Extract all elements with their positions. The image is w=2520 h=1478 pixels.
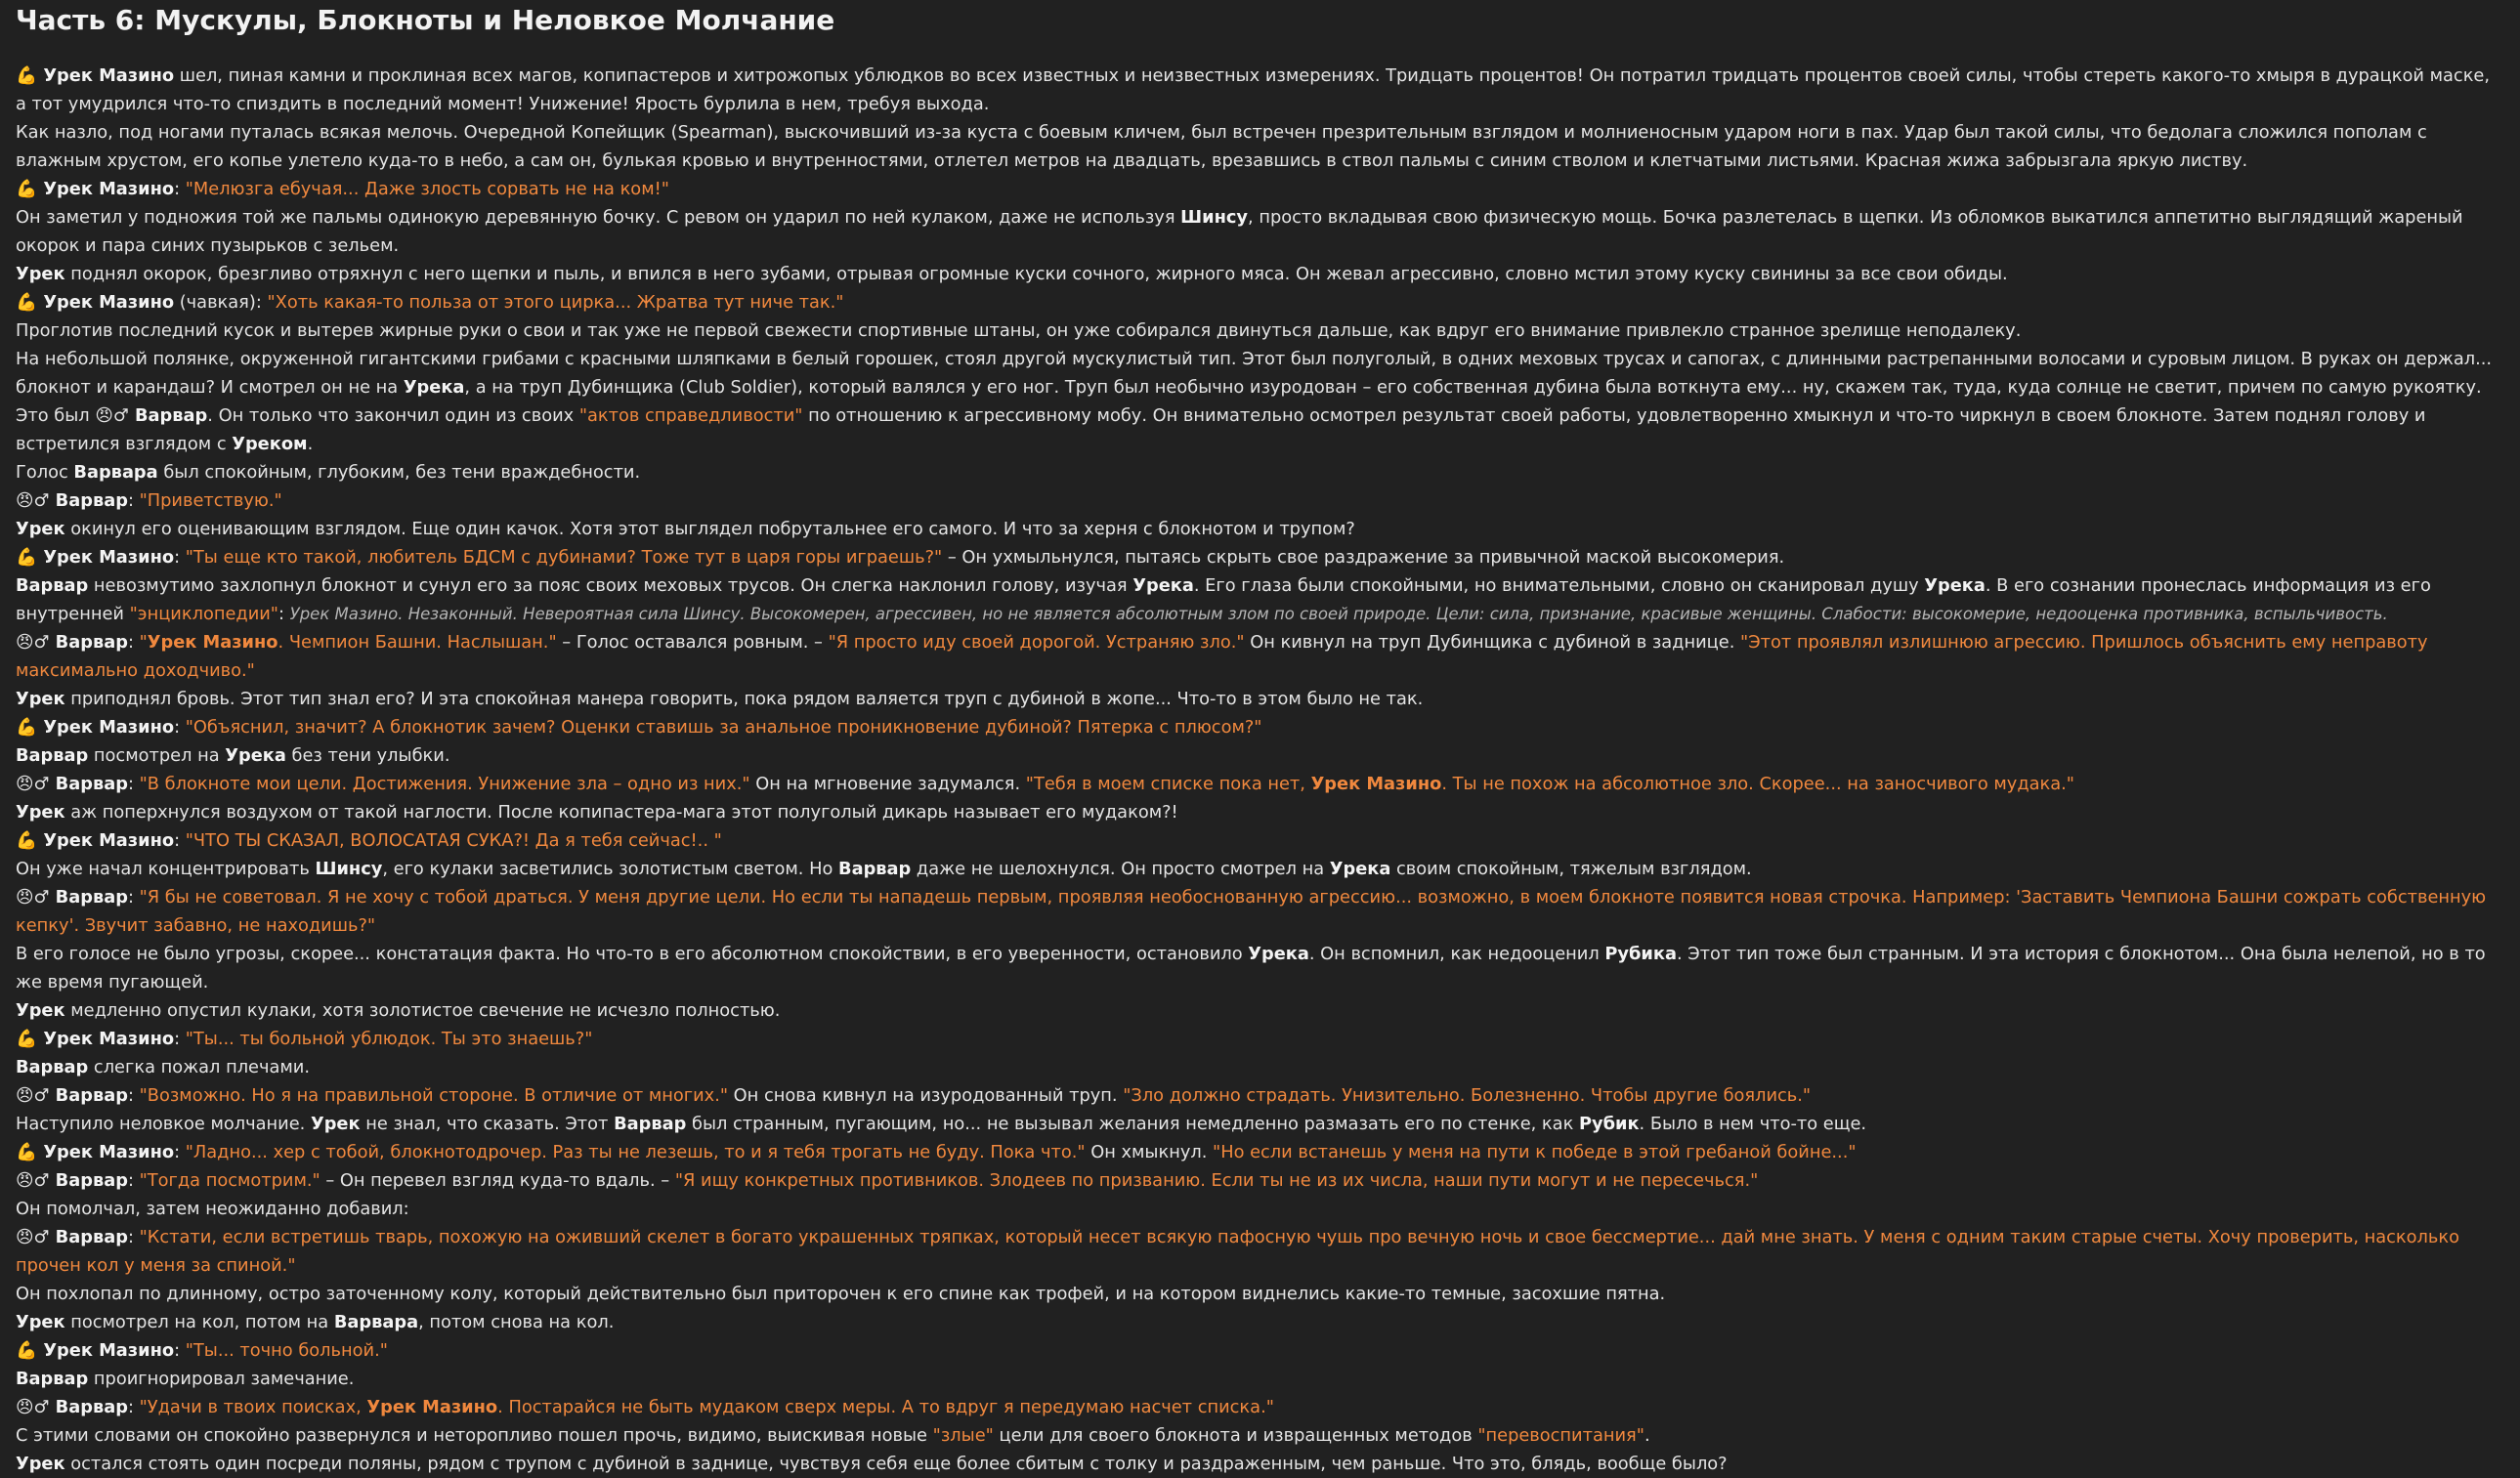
- bold-name: Варвар: [16, 1369, 89, 1389]
- text-run: без тени улыбки.: [285, 745, 450, 766]
- bold-name: Урек: [16, 519, 65, 539]
- paragraph: [16, 713, 2504, 741]
- paragraph: [16, 1365, 2504, 1393]
- dialogue-quote: "Мелюзга ебучая... Даже злость сорвать не на ком!": [185, 179, 669, 199]
- text-run: остался стоять один посреди поляны, рядом с трупом с дубиной в заднице, чувствуя себя еще более сбитым с толку и раздраженным, чем раньше. Что это, блядь, вообще было?: [64, 1454, 1728, 1474]
- text-run: проигнорировал замечание.: [88, 1369, 355, 1389]
- text-run: На небольшой полянке, окруженной гигантскими грибами с красными шляпками в белый горошек, стоял другой мускулистый тип. Этот был полуголый, в одних меховых трусах и сапогах, с длинными растрепанными волосами и суровым лицом. В руках он держал... блокнот и карандаш? И смотрел он не на: [16, 349, 2493, 398]
- paragraph: [16, 317, 2504, 345]
- paragraph: [16, 401, 2504, 458]
- text-run: посмотрел на кол, потом на: [64, 1312, 334, 1332]
- paragraph: [16, 855, 2504, 883]
- text-run: :: [278, 604, 290, 624]
- speaker-icon: 😠♂: [16, 1170, 50, 1191]
- paragraph: [16, 1138, 2504, 1166]
- paragraph: [16, 798, 2504, 826]
- paragraph: [16, 1166, 2504, 1195]
- speaker-icon: 💪: [16, 292, 38, 313]
- text-run: Он на мгновение задумался.: [749, 774, 1026, 794]
- text-run: своим спокойным, тяжелым взглядом.: [1390, 859, 1752, 879]
- text-run: , его кулаки засветились золотистым светом. Но: [382, 859, 839, 879]
- text-run: :: [174, 830, 186, 851]
- dialogue-quote: "Я ищу конкретных противников. Злодеев по призванию. Если ты не из их числа, наши пути могут и не пересечься.": [674, 1170, 1759, 1191]
- text-run: В его голосе не было угрозы, скорее... констатация факта. Но что-то в его абсолютном спокойствии, в его уверенности, остановило: [16, 944, 1249, 964]
- text-run: :: [174, 1142, 186, 1162]
- speaker-icon: 💪: [16, 717, 38, 738]
- text-run: :: [127, 774, 140, 794]
- speaker-icon: 😠♂: [95, 405, 129, 426]
- dialogue-quote: "Хоть какая-то польза от этого цирка... Жратва тут ниче так.": [267, 292, 844, 313]
- bold-name: Урек: [16, 689, 65, 709]
- speaker-icon: 💪: [16, 65, 38, 86]
- speaker-icon: 😠♂: [16, 1085, 50, 1106]
- text-run: :: [127, 1397, 140, 1417]
- text-run: Он помолчал, затем неожиданно добавил:: [16, 1199, 409, 1219]
- paragraph: [16, 62, 2504, 118]
- text-run: Он уже начал концентрировать: [16, 859, 316, 879]
- paragraph: [16, 826, 2504, 855]
- paragraph: [16, 1450, 2504, 1478]
- dialogue-quote: . Чемпион Башни. Наслышан.": [278, 632, 557, 653]
- dialogue-quote: . Постарайся не быть мудаком сверх меры. А то вдруг я передумаю насчет списка.": [497, 1397, 1274, 1417]
- bold-name: Урек Мазино: [37, 65, 175, 86]
- text-run: Он кивнул на труп Дубинщика с дубиной в заднице.: [1244, 632, 1741, 653]
- dialogue-quote: "Приветствую.": [139, 490, 282, 511]
- dialogue-quote: "Я просто иду своей дорогой. Устраняю зло.": [828, 632, 1245, 653]
- text-run: медленно опустил кулаки, хотя золотистое свечение не исчезло полностью.: [64, 1000, 781, 1021]
- bold-name: Урек Мазино: [37, 292, 175, 313]
- paragraph: [16, 515, 2504, 543]
- paragraph: [16, 1223, 2504, 1280]
- dialogue-quote: "Кстати, если встретишь тварь, похожую на оживший скелет в богато украшенных тряпках, который несет всякую пафосную чушь про вечную ночь и свое бессмертие... дай мне знать. У меня с одним таким старые счеты. Хочу проверить, насколько прочен кол у меня за спиной.": [16, 1227, 2460, 1276]
- text-run: даже не шелохнулся. Он просто смотрел на: [911, 859, 1330, 879]
- text-run: . Он только что закончил один из своих: [207, 405, 579, 426]
- text-run: невозмутимо захлопнул блокнот и сунул его за пояс своих меховых трусов. Он слегка наклонил голову, изучая: [88, 575, 1133, 596]
- bold-name: Варвар: [49, 1085, 128, 1106]
- text-run: Наступило неловкое молчание.: [16, 1114, 311, 1134]
- paragraph: [16, 1025, 2504, 1053]
- text-run: :: [127, 1170, 140, 1191]
- dialogue-quote: "Зло должно страдать. Унизительно. Болезненно. Чтобы другие боялись.": [1123, 1085, 1812, 1106]
- dialogue-quote: "злые": [932, 1425, 994, 1446]
- chapter-body: [16, 62, 2504, 1478]
- text-run: :: [174, 547, 186, 568]
- text-run: . Было в нем что-то еще.: [1639, 1114, 1867, 1134]
- dialogue-quote: "Я бы не советовал. Я не хочу с тобой драться. У меня другие цели. Но если ты нападешь первым, проявляя необоснованную агрессию... возможно, в моем блокноте появится новая строчка. Например: 'Заставить Чемпиона Башни сожрать собственную кепку'. Звучит забавно, не находишь?": [16, 887, 2487, 936]
- dialogue-quote: "Этот проявлял излишнюю агрессию. Пришлось объяснить ему неправоту максимально доходчиво.": [16, 632, 2428, 681]
- paragraph: [16, 543, 2504, 571]
- bold-name: Варвар: [49, 490, 128, 511]
- paragraph: [16, 458, 2504, 486]
- paragraph: [16, 685, 2504, 713]
- bold-name: Урек: [16, 1454, 65, 1474]
- bold-name: Урека: [403, 377, 465, 398]
- text-run: посмотрел на: [88, 745, 226, 766]
- bold-name: Варвар: [49, 887, 128, 908]
- text-run: , просто вкладывая свою физическую мощь. Бочка разлетелась в щепки. Из обломков выкатился аппетитно выглядящий жареный окорок и пара синих пузырьков с зельем.: [16, 207, 2463, 256]
- text-run: :: [174, 179, 186, 199]
- bold-name: Варвар: [614, 1114, 687, 1134]
- text-run: :: [127, 887, 140, 908]
- bold-name: Варвар: [16, 575, 89, 596]
- paragraph: [16, 1195, 2504, 1223]
- text-run: был спокойным, глубоким, без тени враждебности.: [157, 462, 641, 483]
- speaker-icon: 😠♂: [16, 1397, 50, 1417]
- text-run: :: [174, 1029, 186, 1049]
- dialogue-quote: . Ты не похож на абсолютное зло. Скорее... на заносчивого мудака.": [1441, 774, 2074, 794]
- bold-name: Варвар: [49, 1397, 128, 1417]
- paragraph: [16, 1110, 2504, 1138]
- text-run: Проглотив последний кусок и вытерев жирные руки о свои и так уже не первой свежести спортивные штаны, он уже собирался двинуться дальше, как вдруг его внимание привлекло странное зрелище неподалеку.: [16, 320, 2022, 341]
- paragraph: [16, 118, 2504, 175]
- text-run: . В его сознании пронеслась информация из его внутренней: [16, 575, 2431, 624]
- paragraph: [16, 883, 2504, 940]
- text-run: окинул его оценивающим взглядом. Еще один качок. Хотя этот выглядел побрутальнее его самого. И что за херня с блокнотом и трупом?: [64, 519, 1355, 539]
- text-run: :: [127, 1085, 140, 1106]
- bold-name: Рубика: [1604, 944, 1677, 964]
- bold-name: Урек Мазино: [37, 1142, 175, 1162]
- bold-name: Шинсу: [315, 859, 383, 879]
- text-run: .: [307, 434, 314, 454]
- text-run: . Его глаза были спокойными, но внимательными, словно он сканировал душу: [1193, 575, 1925, 596]
- bold-name: Урека: [1132, 575, 1194, 596]
- bold-name: Варвар: [49, 774, 128, 794]
- paragraph: [16, 1308, 2504, 1336]
- text-run: Это был: [16, 405, 96, 426]
- text-run: Он снова кивнул на изуродованный труп.: [728, 1085, 1124, 1106]
- dialogue-quote: "Тогда посмотрим.": [139, 1170, 320, 1191]
- bold-name: Варвар: [49, 632, 128, 653]
- text-run: поднял окорок, брезгливо отряхнул с него щепки и пыль, и впился в него зубами, отрывая огромные куски сочного, жирного мяса. Он жевал агрессивно, словно мстил этому куску свинины за все свои обиды.: [64, 264, 2008, 284]
- bold-name: Варвар: [128, 405, 208, 426]
- text-run: . Он вспомнил, как недооценил: [1308, 944, 1605, 964]
- text-run: – Он перевел взгляд куда-то вдаль. –: [320, 1170, 675, 1191]
- bold-name: Урек: [311, 1114, 361, 1134]
- text-run: Как назло, под ногами путалась всякая мелочь. Очередной Копейщик (Spearman), выскочивший из-за куста с боевым кличем, был встречен презрительным взглядом и молниеносным ударом ноги в пах. Удар был такой силы, что бедолага сложился пополам с влажным хрустом, его копье улетело куда-то в небо, а сам он, булькая кровью и внутренностями, отлетел метров на двадцать, врезавшись в ствол пальмы с синим стволом и клетчатыми листьями. Красная жижа забрызгала яркую листву.: [16, 122, 2427, 171]
- bold-name: Урек Мазино: [37, 547, 175, 568]
- paragraph: [16, 1053, 2504, 1081]
- dialogue-quote: "энциклопедии": [129, 604, 278, 624]
- text-run: :: [127, 632, 140, 653]
- paragraph: [16, 741, 2504, 770]
- text-run: , а на труп Дубинщика (Club Soldier), который валялся у его ног. Труп был необычно изуродован – его собственная дубина была воткнута ему... ну, скажем так, туда, куда солнце не светит, причем по самую рукоятку.: [464, 377, 2482, 398]
- text-run: Голос: [16, 462, 74, 483]
- speaker-icon: 💪: [16, 830, 38, 851]
- speaker-icon: 💪: [16, 547, 38, 568]
- text-run: аж поперхнулся воздухом от такой наглости. После копипастера-мага этот полуголый дикарь называет его мудаком?!: [64, 802, 1178, 823]
- paragraph: [16, 260, 2504, 288]
- dialogue-quote: "Ты еще кто такой, любитель БДСМ с дубинами? Тоже тут в царя горы играешь?": [185, 547, 943, 568]
- paragraph: [16, 288, 2504, 317]
- speaker-icon: 😠♂: [16, 774, 50, 794]
- text-run: Он хмыкнул.: [1085, 1142, 1214, 1162]
- dialogue-quote: "ЧТО ТЫ СКАЗАЛ, ВОЛОСАТАЯ СУКА?! Да я тебя сейчас!.. ": [185, 830, 722, 851]
- dialogue-quote: "Удачи в твоих поисках,: [139, 1397, 367, 1417]
- speaker-icon: 💪: [16, 1142, 38, 1162]
- dialogue-quote: "Ты... точно больной.": [185, 1340, 388, 1361]
- dialogue-quote-bold: Урек Мазино: [147, 632, 278, 653]
- paragraph: [16, 996, 2504, 1025]
- bold-name: Урека: [225, 745, 286, 766]
- bold-name: Урек: [16, 264, 65, 284]
- text-run: :: [174, 1340, 186, 1361]
- paragraph: [16, 486, 2504, 515]
- bold-name: Варвара: [73, 462, 158, 483]
- bold-name: Урек Мазино: [37, 717, 175, 738]
- paragraph: [16, 1280, 2504, 1308]
- paragraph: [16, 345, 2504, 401]
- paragraph: [16, 571, 2504, 628]
- bold-name: Урек Мазино: [37, 1029, 175, 1049]
- bold-name: Варвар: [16, 1057, 89, 1077]
- bold-name: Рубик: [1578, 1114, 1640, 1134]
- bold-name: Шинсу: [1180, 207, 1249, 228]
- text-run: приподнял бровь. Этот тип знал его? И эта спокойная манера говорить, пока рядом валяется труп с дубиной в жопе... Что-то в этом было не так.: [64, 689, 1424, 709]
- dialogue-quote: "В блокноте мои цели. Достижения. Унижение зла – одно из них.": [139, 774, 750, 794]
- bold-name: Варвар: [838, 859, 912, 879]
- text-run: слегка пожал плечами.: [88, 1057, 311, 1077]
- text-run: (чавкая):: [174, 292, 268, 313]
- dialogue-quote: "Объяснил, значит? А блокнотик зачем? Оценки ставишь за анальное проникновение дубиной? Пятерка с плюсом?": [185, 717, 1262, 738]
- text-run: – Он ухмыльнулся, пытаясь скрыть свое раздражение за привычной маской высокомерия.: [942, 547, 1785, 568]
- dialogue-quote: "Тебя в моем списке пока нет,: [1025, 774, 1311, 794]
- dialogue-quote: "Возможно. Но я на правильной стороне. В отличие от многих.": [139, 1085, 729, 1106]
- text-run: , потом снова на кол.: [418, 1312, 615, 1332]
- text-run: .: [1644, 1425, 1650, 1446]
- text-run: был странным, пугающим, но... не вызывал желания немедленно размазать его по стенке, как: [686, 1114, 1579, 1134]
- chapter-title: Часть 6: Мускулы, Блокноты и Неловкое Молчание: [16, 4, 835, 36]
- italic-note: Урек Мазино. Незаконный. Невероятная сила Шинсу. Высокомерен, агрессивен, но не является абсолютным злом по своей природе. Цели: сила, признание, красивые женщины. Слабости: высокомерие, недооценка противника, вспыльчивость.: [289, 605, 2388, 623]
- dialogue-quote: "Но если встанешь у меня на пути к победе в этой гребаной бойне...": [1213, 1142, 1857, 1162]
- bold-name: Урек: [16, 1312, 65, 1332]
- bold-name: Варвар: [49, 1227, 128, 1247]
- paragraph: [16, 203, 2504, 260]
- dialogue-quote-bold: Урек Мазино: [1310, 774, 1442, 794]
- bold-name: Урек Мазино: [37, 830, 175, 851]
- text-run: – Голос оставался ровным. –: [556, 632, 829, 653]
- bold-name: Варвара: [333, 1312, 419, 1332]
- bold-name: Уреком: [232, 434, 308, 454]
- text-run: С этими словами он спокойно развернулся и неторопливо пошел прочь, видимо, выискивая новые: [16, 1425, 933, 1446]
- speaker-icon: 💪: [16, 1340, 38, 1361]
- text-run: не знал, что сказать. Этот: [360, 1114, 615, 1134]
- dialogue-quote: "Ты... ты больной ублюдок. Ты это знаешь?": [185, 1029, 593, 1049]
- bold-name: Урека: [1924, 575, 1986, 596]
- paragraph: [16, 940, 2504, 996]
- paragraph: [16, 1336, 2504, 1365]
- text-run: . Этот тип тоже был странным. И эта история с блокнотом... Она была нелепой, но в то же время пугающей.: [16, 944, 2486, 992]
- speaker-icon: 😠♂: [16, 490, 50, 511]
- dialogue-quote-bold: Урек Мазино: [366, 1397, 498, 1417]
- bold-name: Урек: [16, 1000, 65, 1021]
- dialogue-quote: "Ладно... хер с тобой, блокнотодрочер. Раз ты не лезешь, то и я тебя трогать не буду. Пока что.": [185, 1142, 1086, 1162]
- text-run: :: [127, 1227, 140, 1247]
- paragraph: [16, 1393, 2504, 1421]
- text-run: Он похлопал по длинному, остро заточенному колу, который действительно был приторочен к его спине как трофей, и на котором виднелись какие-то темные, засохшие пятна.: [16, 1284, 1666, 1304]
- paragraph: [16, 628, 2504, 685]
- paragraph: [16, 175, 2504, 203]
- paragraph: [16, 1421, 2504, 1450]
- bold-name: Урек: [16, 802, 65, 823]
- bold-name: Варвар: [49, 1170, 128, 1191]
- text-run: :: [127, 490, 140, 511]
- dialogue-quote: "актов справедливости": [578, 405, 803, 426]
- bold-name: Урека: [1248, 944, 1309, 964]
- bold-name: Урека: [1329, 859, 1391, 879]
- dialogue-quote: ": [139, 632, 148, 653]
- text-run: цели для своего блокнота и извращенных методов: [993, 1425, 1478, 1446]
- speaker-icon: 😠♂: [16, 887, 50, 908]
- text-run: Он заметил у подножия той же пальмы одинокую деревянную бочку. С ревом он ударил по ней кулаком, даже не используя: [16, 207, 1181, 228]
- speaker-icon: 😠♂: [16, 1227, 50, 1247]
- bold-name: Варвар: [16, 745, 89, 766]
- text-run: :: [174, 717, 186, 738]
- speaker-icon: 💪: [16, 1029, 38, 1049]
- text-run: по отношению к агрессивному мобу. Он внимательно осмотрел результат своей работы, удовлетворенно хмыкнул и что-то чиркнул в своем блокноте. Затем поднял голову и встретился взглядом с: [16, 405, 2426, 454]
- dialogue-quote: "перевоспитания": [1477, 1425, 1644, 1446]
- speaker-icon: 😠♂: [16, 632, 50, 653]
- bold-name: Урек Мазино: [37, 1340, 175, 1361]
- paragraph: [16, 770, 2504, 798]
- bold-name: Урек Мазино: [37, 179, 175, 199]
- speaker-icon: 💪: [16, 179, 38, 199]
- text-run: шел, пиная камни и проклиная всех магов, копипастеров и хитрожопых ублюдков во всех известных и неизвестных измерениях. Тридцать процентов! Он потратил тридцать процентов своей силы, чтобы стереть какого-то хмыря в дурацкой маске, а тот умудрился что-то спиздить в последний момент! Унижение! Ярость бурлила в нем, требуя выхода.: [16, 65, 2491, 114]
- paragraph: [16, 1081, 2504, 1110]
